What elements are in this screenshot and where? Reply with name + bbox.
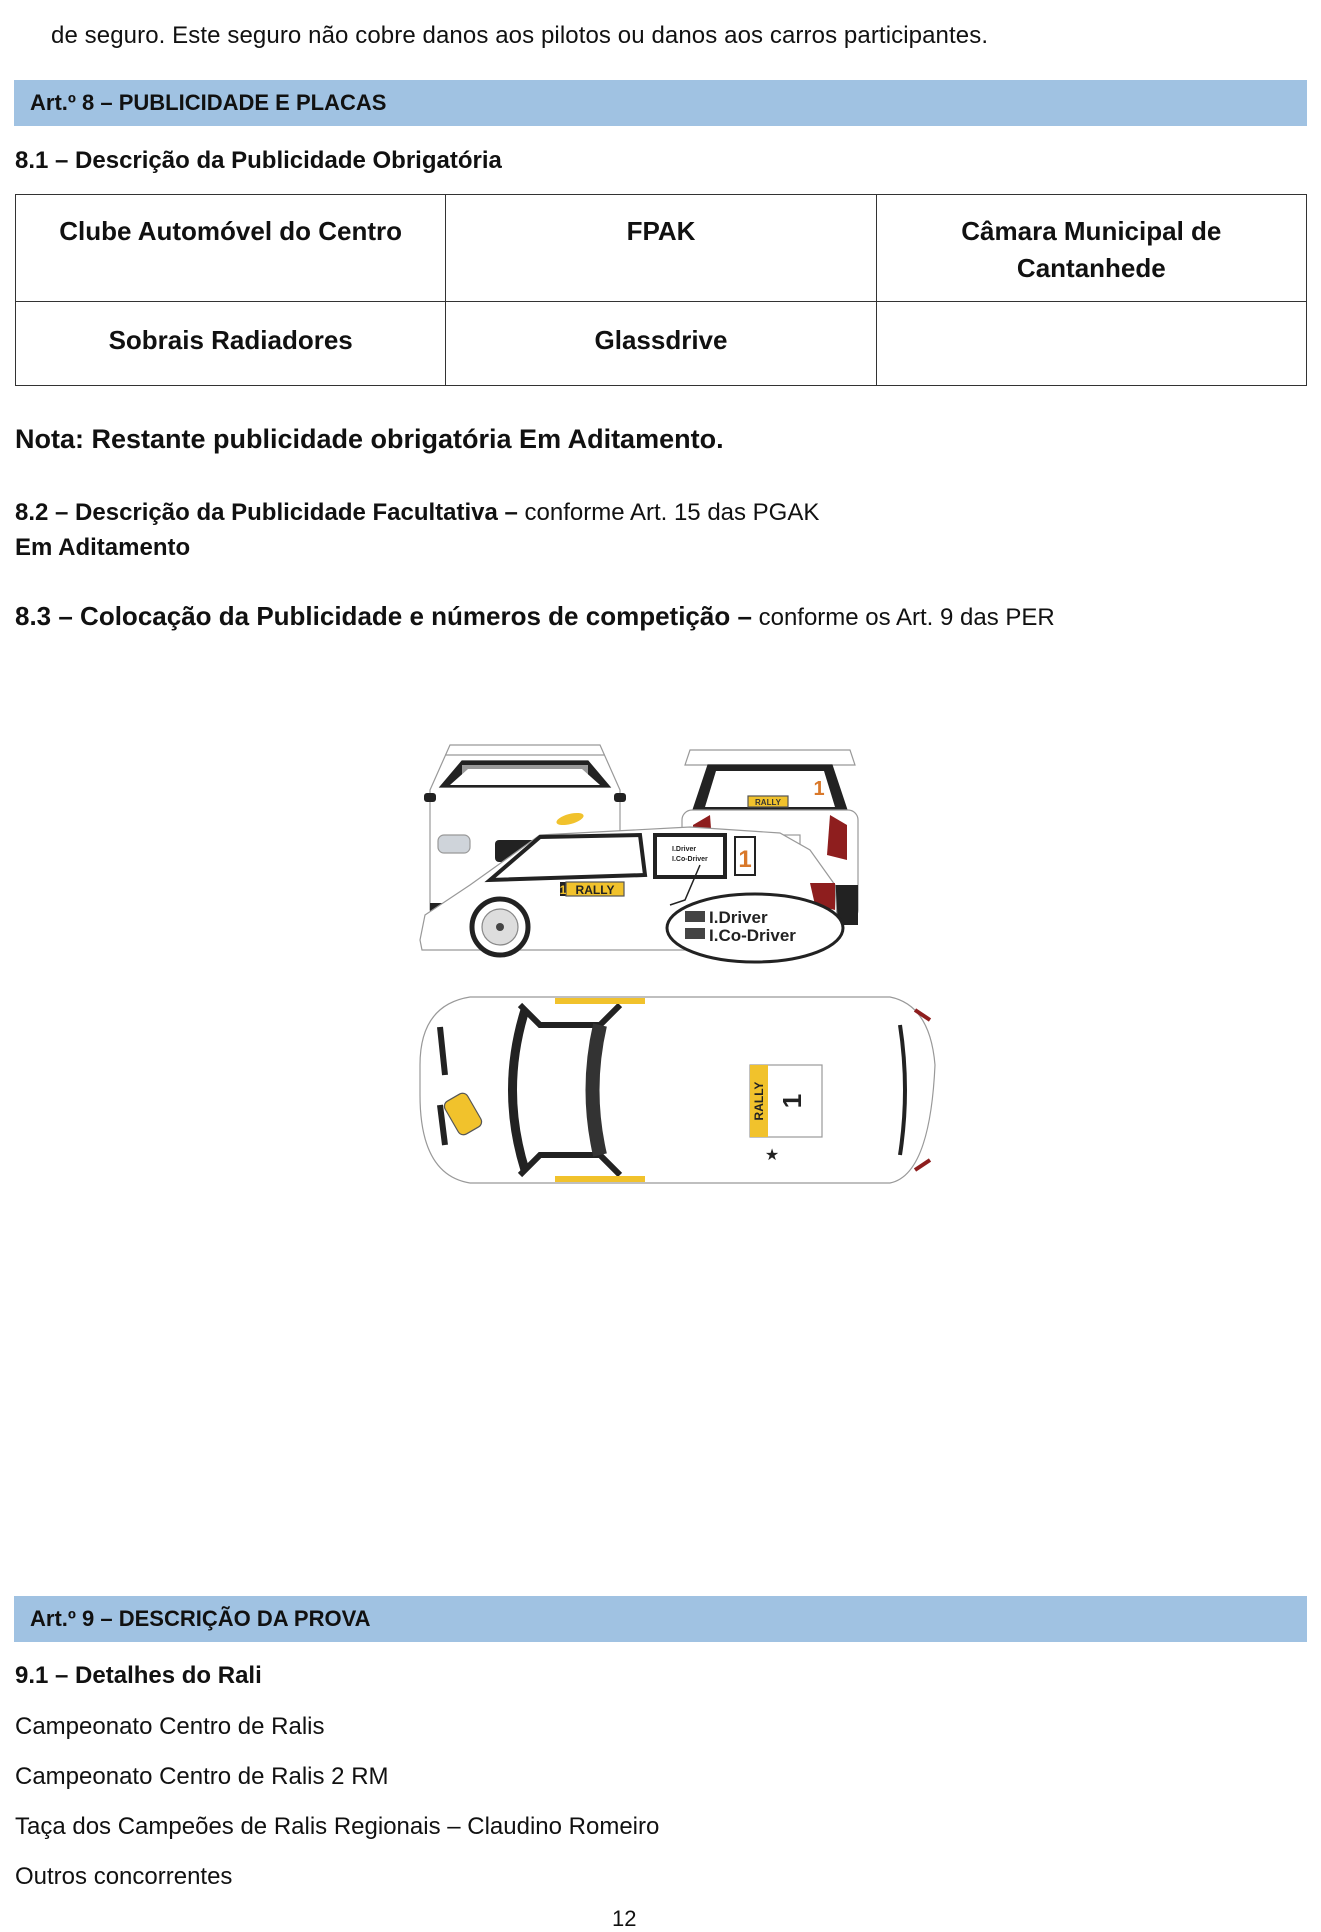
section-8-2-title: 8.2 – Descrição da Publicidade Facultativa – <box>15 499 518 526</box>
rear-rally-plate-text: RALLY <box>755 798 781 807</box>
section-8-3 <box>15 601 1055 632</box>
table-cell <box>876 302 1306 386</box>
championship-item: Campeonato Centro de Ralis <box>15 1713 325 1740</box>
rear-competition-number: 1 <box>813 778 825 800</box>
section-8-2 <box>15 499 819 527</box>
table-cell: FPAK <box>446 195 876 302</box>
car-top-view <box>420 997 935 1183</box>
codriver-label: I.Co-Driver <box>709 926 796 945</box>
section-8-3-reference: conforme os Art. 9 das PER <box>751 604 1055 631</box>
table-cell: Clube Automóvel do Centro <box>16 195 446 302</box>
small-driver-label: I.Driver <box>672 846 697 853</box>
side-rally-plate-text: RALLY <box>575 883 615 897</box>
mandatory-advertising-table <box>15 194 1307 386</box>
driver-label: I.Driver <box>709 908 768 927</box>
table-row <box>16 302 1307 386</box>
section-8-3-title: 8.3 – Colocação da Publicidade e números de competição – <box>15 601 752 631</box>
table-cell: Glassdrive <box>446 302 876 386</box>
championship-item: Taça dos Campeões de Ralis Regionais – Claudino Romeiro <box>15 1813 660 1840</box>
table-cell: Câmara Municipal de Cantanhede <box>876 195 1306 302</box>
advertising-note: Nota: Restante publicidade obrigatória Em Aditamento. <box>15 424 724 454</box>
car-decal-placement-diagram <box>410 735 955 1455</box>
section-9-1-title: 9.1 – Detalhes do Rali <box>15 1662 262 1689</box>
small-codriver-label: I.Co-Driver <box>672 856 708 863</box>
page-number: 12 <box>612 1906 637 1931</box>
championship-item: Outros concorrentes <box>15 1863 233 1890</box>
article-8-title: Art.º 8 – PUBLICIDADE E PLACAS <box>30 90 387 115</box>
side-competition-number: 1 <box>738 846 752 873</box>
section-8-2-status: Em Aditamento <box>15 534 191 561</box>
side-plate-number: 1 <box>559 883 567 897</box>
star-icon: ★ <box>764 1147 780 1164</box>
section-8-2-reference: conforme Art. 15 das PGAK <box>517 499 820 526</box>
top-competition-number: 1 <box>777 1093 807 1109</box>
article-9-title: Art.º 9 – DESCRIÇÃO DA PROVA <box>30 1606 371 1631</box>
championship-item: Campeonato Centro de Ralis 2 RM <box>15 1763 389 1790</box>
article-9-header <box>14 1596 1307 1642</box>
table-cell: Sobrais Radiadores <box>16 302 446 386</box>
top-rally-plate-text: RALLY <box>752 1081 766 1121</box>
section-8-1-title: 8.1 – Descrição da Publicidade Obrigatória <box>15 147 502 174</box>
table-row <box>16 195 1307 302</box>
intro-paragraph: de seguro. Este seguro não cobre danos aos pilotos ou danos aos carros participantes. <box>51 22 989 49</box>
article-8-header <box>14 80 1307 126</box>
